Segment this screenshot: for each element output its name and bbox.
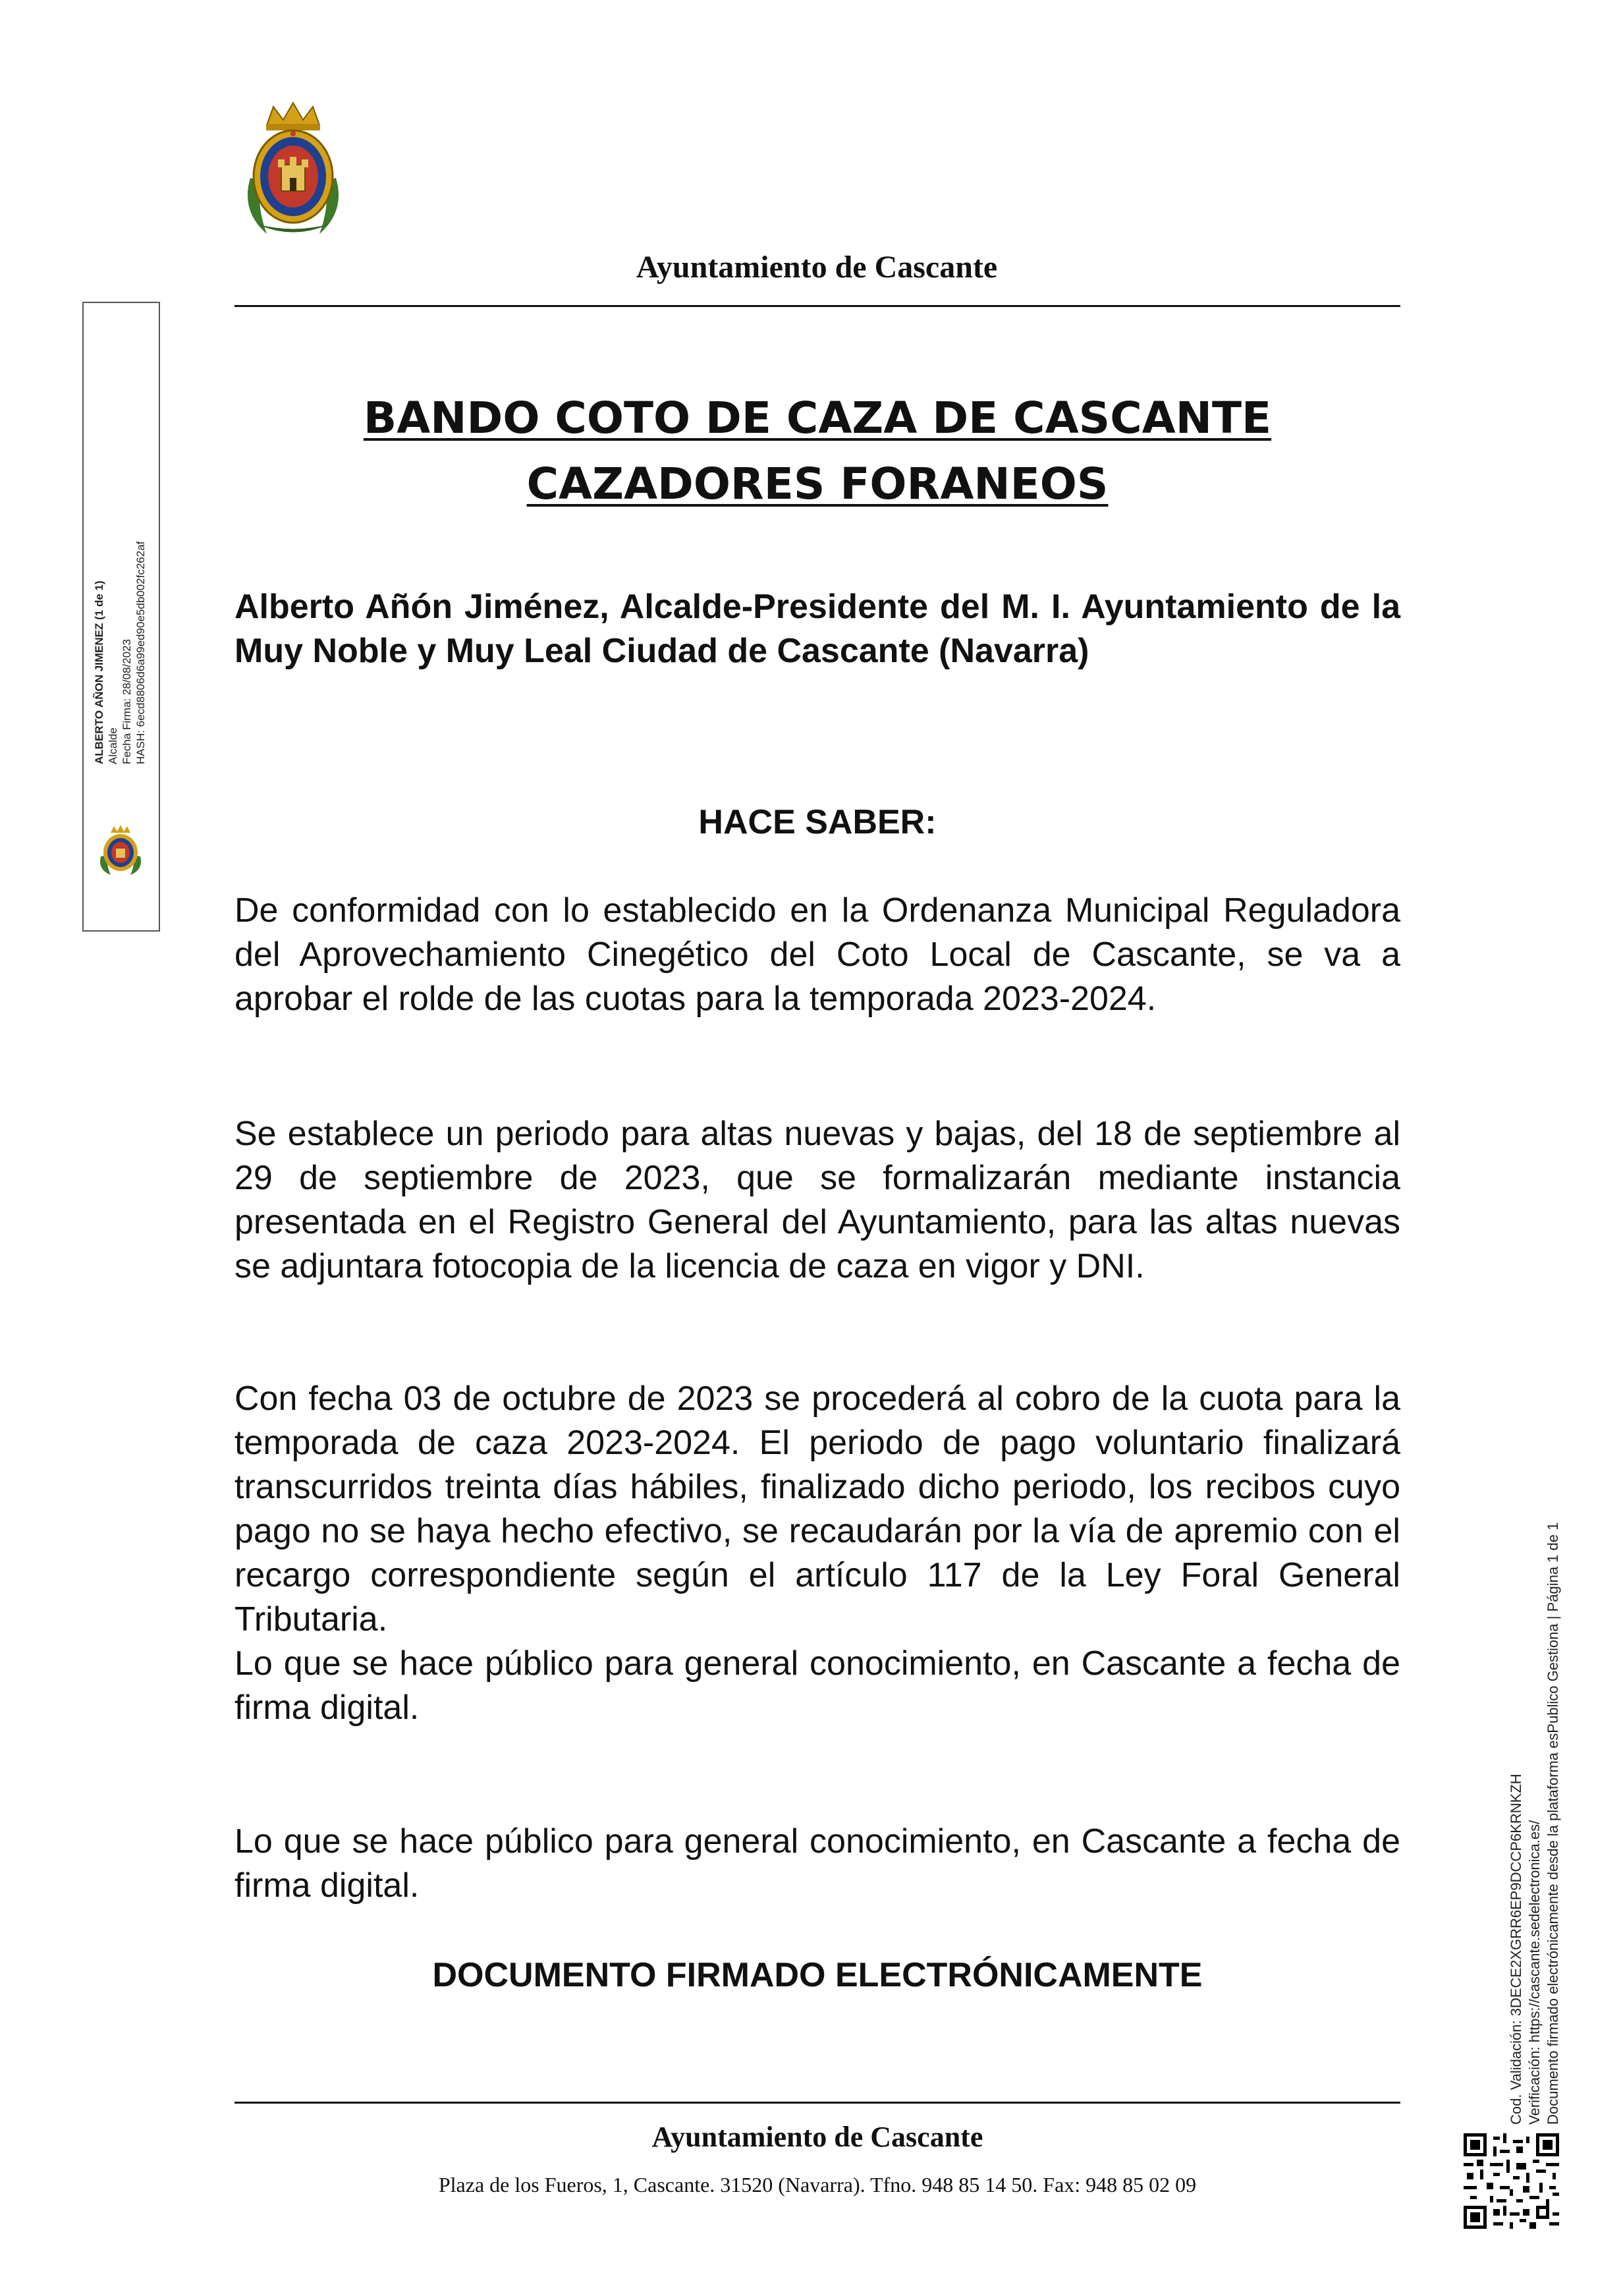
footer-organization: Ayuntamiento de Cascante xyxy=(651,2121,983,2153)
paragraph-1: De conformidad con lo establecido en la Ordenanza Municipal Reguladora del Aprovechamiento Cinegético del Coto Local de Cascante, se va a aprobar el rolde de las cuotas para la temporada 2023-2024. xyxy=(234,891,1400,1018)
document-title xyxy=(234,385,1400,517)
footer-address: Plaza de los Fueros, 1, Cascante. 31520 (Navarra). Tfno. 948 85 14 50. Fax: 948 85 02 09 xyxy=(438,2173,1197,2197)
paragraph-5: Lo que se hace público para general conocimiento, en Cascante a fecha de firma digital. xyxy=(234,1822,1400,1905)
announce-heading: HACE SABER: xyxy=(698,803,937,841)
qr-code-icon xyxy=(1464,2133,1559,2229)
coat-of-arms-logo xyxy=(237,99,349,240)
header-organization: Ayuntamiento de Cascante xyxy=(636,250,998,285)
validation-details xyxy=(1507,1523,1562,2125)
footer-divider xyxy=(234,2102,1400,2104)
signature-stamp xyxy=(82,302,160,932)
signature-details xyxy=(92,542,148,764)
small-crest-icon xyxy=(94,824,147,876)
paragraph-4: Lo que se hace público para general conocimiento, en Cascante a fecha de firma digital. xyxy=(234,1644,1400,1727)
issuer-statement: Alberto Añón Jiménez, Alcalde-Presidente del M. I. Ayuntamiento de la Muy Noble y Muy Leal Ciudad de Cascante (Navarra) xyxy=(234,588,1400,670)
header-divider xyxy=(234,305,1400,307)
validation-platform: Documento firmado electrónicamente desde la plataforma esPublico Gestiona | Página 1 de 1 xyxy=(1545,1522,1561,2125)
signature-role: Alcalde xyxy=(107,727,119,764)
validation-verify: Verificación: https://cascante.sedelectronica.es/ xyxy=(1526,1820,1543,2125)
signature-hash: HASH: 6ecd8806d6a99ed90e5db002fc262af xyxy=(134,541,147,764)
signature-signer: ALBERTO AÑON JIMENEZ (1 de 1) xyxy=(93,580,105,764)
signed-notice: DOCUMENTO FIRMADO ELECTRÓNICAMENTE xyxy=(432,1956,1203,1994)
signature-date: Fecha Firma: 28/08/2023 xyxy=(121,639,133,764)
title-part-2: CAZADORES FORANEOS xyxy=(526,459,1109,509)
validation-code: Cod. Validación: 3DECE2XGRR6EP9DCCP6KRNKZH xyxy=(1508,1774,1524,2125)
title-part-1: BANDO COTO DE CAZA DE CASCANTE xyxy=(363,393,1272,443)
paragraph-2: Se establece un periodo para altas nuevas y bajas, del 18 de septiembre al 29 de septiembre de 2023, que se formalizarán mediante instancia presentada en el Registro General del Ayuntamiento, para las altas nuevas se adjuntara fotocopia de la licencia de caza en vigor y DNI. xyxy=(234,1115,1400,1285)
paragraph-3: Con fecha 03 de octubre de 2023 se procederá al cobro de la cuota para la temporada de caza 2023-2024. El periodo de pago voluntario finalizará transcurridos treinta días hábiles, finalizado dicho periodo, los recibos cuyo pago no se haya hecho efectivo, se recaudarán por la vía de apremio con el recargo correspondiente según el artículo 117 de la Ley Foral General Tributaria. xyxy=(234,1380,1400,1638)
